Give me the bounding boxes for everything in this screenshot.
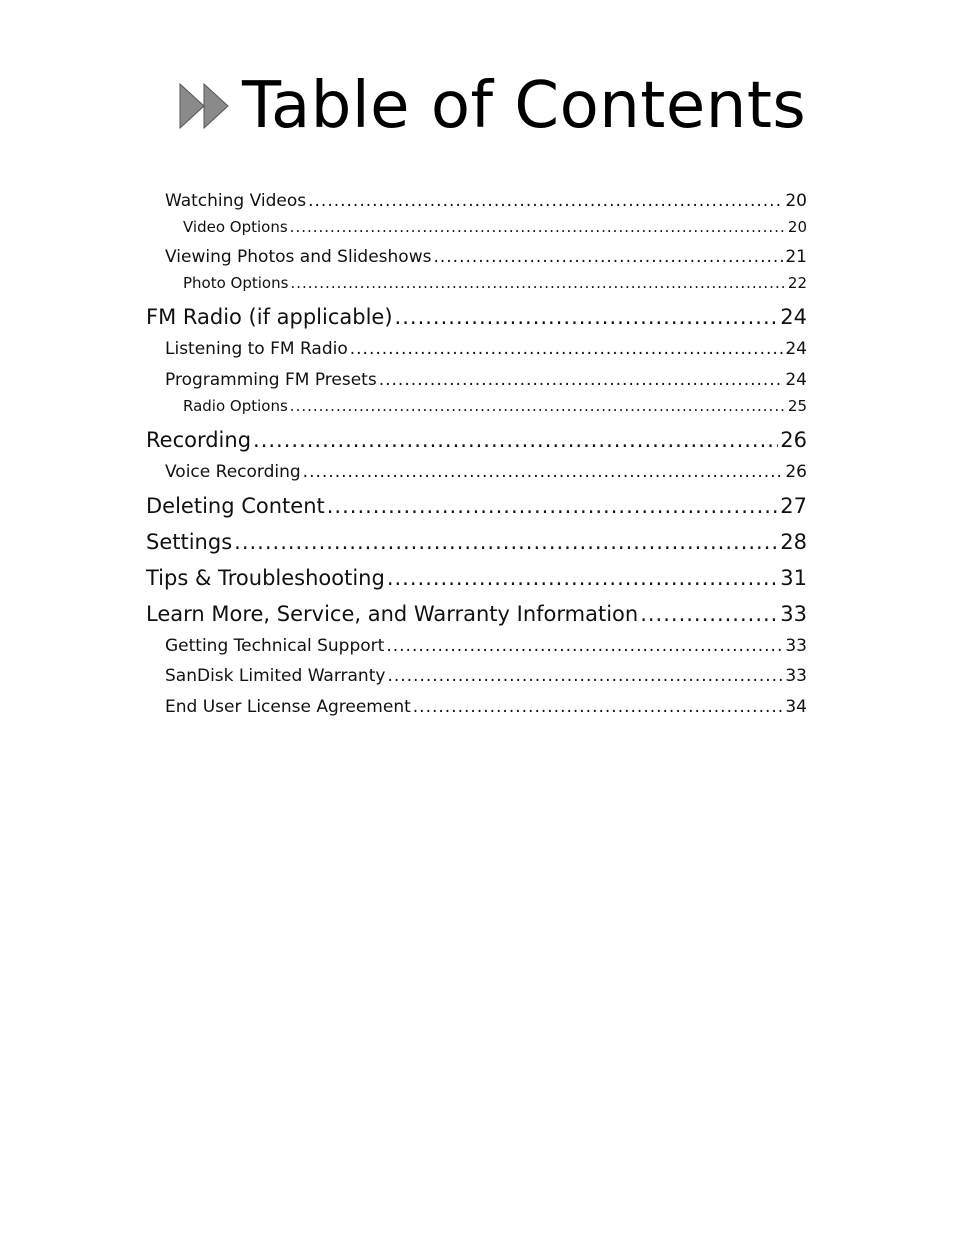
toc-entry[interactable] [183,274,807,293]
toc-leader-dots [379,369,784,391]
toc-entry[interactable] [146,601,807,627]
toc-entry[interactable] [165,246,807,268]
toc-entry-page: 26 [785,462,807,482]
toc-leader-dots [395,304,779,330]
toc-entry-label: Deleting Content [146,494,325,518]
toc-entry-page: 20 [787,218,807,236]
toc-entry-page: 26 [780,428,807,452]
toc-entry[interactable] [146,427,807,453]
toc-entry-page: 33 [785,666,807,686]
toc-entry[interactable] [165,461,807,483]
toc-entry[interactable] [165,635,807,657]
toc-entry-label: Radio Options [183,397,288,415]
toc-entry-page: 27 [780,494,807,518]
toc-entry-page: 24 [785,370,807,390]
toc-entry-label: Getting Technical Support [165,636,385,656]
toc-entry-page: 24 [780,305,807,329]
toc-leader-dots [387,665,783,687]
toc-entry-page: 20 [785,191,807,211]
toc-leader-dots [303,461,784,483]
toc-leader-dots [350,338,784,360]
toc-entry-label: Voice Recording [165,462,301,482]
toc-entry[interactable] [165,190,807,212]
toc-leader-dots [290,397,786,416]
toc-entry-label: Settings [146,530,233,554]
toc-leader-dots [387,565,778,591]
toc-entry-page: 33 [785,636,807,656]
toc-entry-page: 22 [787,274,807,292]
toc-entry[interactable] [165,369,807,391]
toc-leader-dots [413,696,784,718]
toc-leader-dots [640,601,778,627]
toc-entry[interactable] [146,529,807,555]
toc-entry-label: Listening to FM Radio [165,339,348,359]
toc-entry[interactable] [165,338,807,360]
toc-entry-label: Watching Videos [165,191,307,211]
toc-entry-label: Viewing Photos and Slideshows [165,247,432,267]
toc-leader-dots [290,218,786,237]
toc-entry[interactable] [146,304,807,330]
toc-leader-dots [253,427,778,453]
toc-leader-dots [290,274,785,293]
toc-entry-page: 21 [785,247,807,267]
toc-entry-label: Tips & Troubleshooting [146,566,385,590]
toc-entry-label: Programming FM Presets [165,370,377,390]
toc-entry-page: 31 [780,566,807,590]
page-title: Table of Contents [242,69,807,143]
toc-entry-label: Recording [146,428,252,452]
toc-entry-label: FM Radio (if applicable) [146,305,393,329]
toc-entry[interactable] [146,565,807,591]
toc-entry-page: 33 [780,602,807,626]
toc-leader-dots [308,190,783,212]
toc-entry-label: Photo Options [183,274,289,292]
toc-leader-dots [433,246,783,268]
toc-entry-label: Video Options [183,218,288,236]
toc-entry[interactable] [165,696,807,718]
toc-entry[interactable] [183,397,807,416]
toc-entry-label: Learn More, Service, and Warranty Information [146,602,639,626]
toc-entry[interactable] [183,218,807,237]
toc-entry-page: 24 [785,339,807,359]
toc-entry[interactable] [165,665,807,687]
toc-entry-page: 25 [787,397,807,415]
toc-entry-page: 34 [785,697,807,717]
toc-entry-page: 28 [780,530,807,554]
toc-entry-label: End User License Agreement [165,697,411,717]
toc-entry[interactable] [146,493,807,519]
toc-leader-dots [386,635,783,657]
toc-leader-dots [327,493,779,519]
toc-leader-dots [234,529,778,555]
toc-entry-label: SanDisk Limited Warranty [165,666,386,686]
